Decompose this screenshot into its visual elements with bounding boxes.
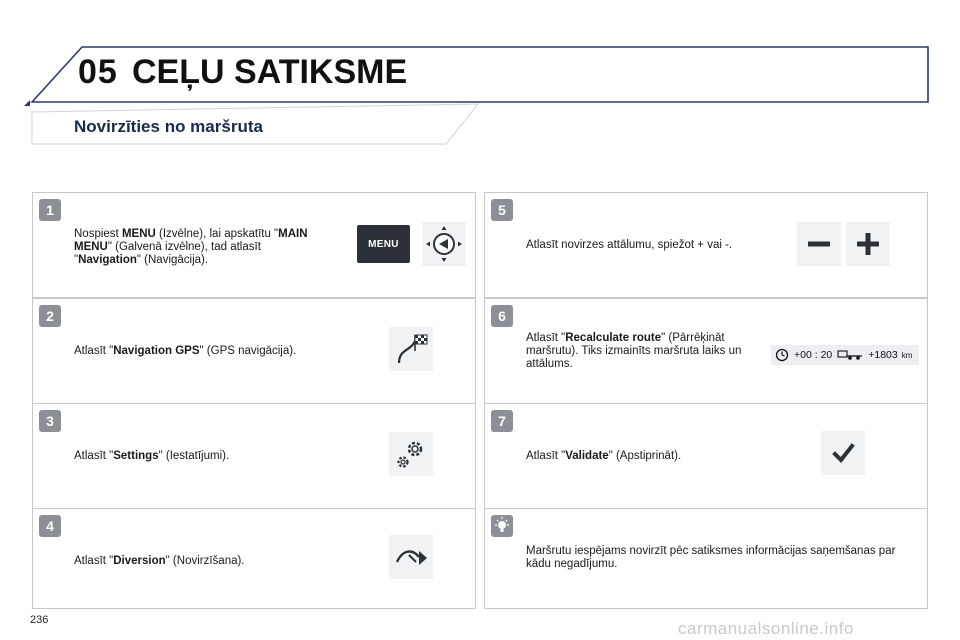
step-text-run: " (Galvenā izvēlne), tad atlasīt " (74, 241, 261, 266)
step-1-text (74, 228, 329, 267)
chapter-number: 05 (78, 53, 118, 91)
route-distance: +1803 (868, 349, 898, 361)
step-text-run: Maršrutu iespējams novirzīt pēc satiksmes informācijas saņemšanas par kādu negadījumu. (526, 545, 896, 570)
step-badge: 7 (491, 410, 513, 432)
step-text-bold: MENU (121, 228, 156, 240)
step-text-run: Atlasīt " (74, 450, 114, 462)
step-text-bold: Settings (113, 450, 159, 462)
tip-panel (484, 508, 928, 609)
step-2-text (74, 345, 364, 358)
watermark: carmanualsonline.info (678, 619, 854, 638)
checkmark-icon[interactable] (821, 431, 865, 475)
step-text-run: Atlasīt " (526, 450, 566, 462)
step-badge: 5 (491, 199, 513, 221)
step-panel-3 (32, 403, 476, 509)
step-text-run: Atlasīt " (74, 345, 114, 357)
menu-button[interactable]: MENU (357, 225, 410, 263)
route-distance-unit: km (901, 350, 913, 360)
route-time: +00 : 20 (794, 349, 833, 361)
step-badge: 6 (491, 305, 513, 327)
step-panel-1 (32, 192, 476, 298)
lightbulb-icon (491, 515, 513, 537)
step-panel-2 (32, 298, 476, 404)
step-text-bold: Diversion (113, 555, 166, 567)
step-panel-7 (484, 403, 928, 509)
step-text-bold: Recalculate route (565, 332, 662, 344)
step-panel-6 (484, 298, 928, 404)
step-text-run: Atlasīt novirzes attālumu, spiežot + vai -. (526, 239, 733, 251)
checkered-flag-route-icon[interactable] (389, 327, 433, 371)
step-badge: 4 (39, 515, 61, 537)
step-text-bold: Validate (565, 450, 609, 462)
step-text-run: (Izvēlne), lai apskatītu " (155, 228, 279, 240)
step-panel-5 (484, 192, 928, 298)
step-text-run: " (Iestatījumi). (158, 450, 230, 462)
step-badge: 1 (39, 199, 61, 221)
step-text-run: " (Apstiprināt). (608, 450, 682, 462)
clock-icon (774, 348, 790, 362)
minus-icon[interactable] (797, 222, 841, 266)
step-badge: 2 (39, 305, 61, 327)
section-title: Novirzīties no maršruta (74, 117, 263, 136)
step-text-bold: MAIN MENU (74, 228, 308, 253)
plus-icon[interactable] (846, 222, 890, 266)
car-distance-icon (836, 348, 864, 362)
step-text-bold: Navigation GPS (113, 345, 200, 357)
page-number: 236 (30, 614, 49, 626)
step-6-text (526, 332, 754, 371)
step-4-text (74, 555, 364, 568)
tip-text (526, 545, 921, 571)
step-3-text (74, 450, 364, 463)
step-text-run: Atlasīt " (74, 555, 114, 567)
step-7-text (526, 450, 786, 463)
chapter-title: CEĻU SATIKSME (132, 53, 408, 91)
step-text-run: " (GPS navigācija). (199, 345, 297, 357)
step-text-run: " (Navigācija). (136, 254, 209, 266)
step-text-run: " (Pārrēķināt maršrutu). Tiks izmainīts maršruta laiks un attālums. (526, 332, 742, 370)
step-text-run: " (Novirzīšana). (165, 555, 245, 567)
route-summary (771, 345, 919, 365)
step-text-bold: Navigation (78, 254, 137, 266)
step-text-run: Atlasīt " (526, 332, 566, 344)
step-text-run: Nospiest (74, 228, 122, 240)
step-panel-4 (32, 508, 476, 609)
step-5-text (526, 239, 786, 252)
navigation-joystick-icon[interactable] (422, 222, 466, 266)
settings-gears-icon[interactable] (389, 432, 433, 476)
step-badge: 3 (39, 410, 61, 432)
diversion-arrow-icon[interactable] (389, 535, 433, 579)
